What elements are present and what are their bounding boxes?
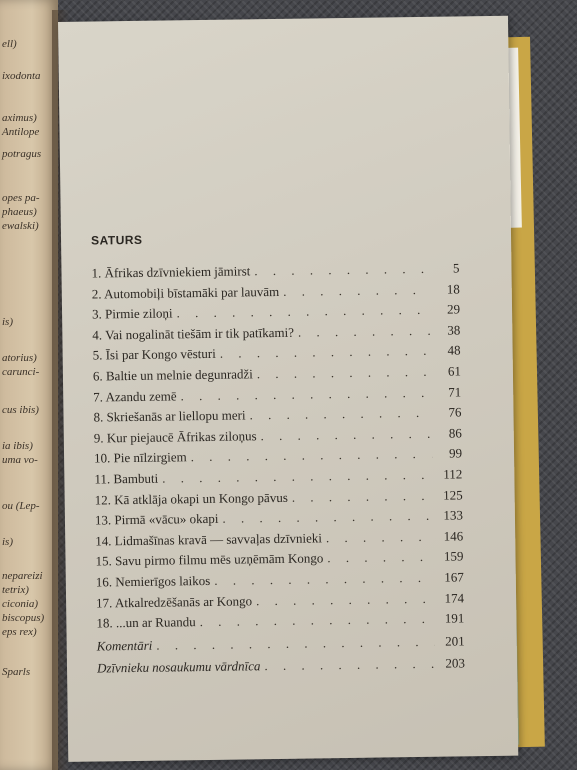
left-page-fragment: opes pa- [2, 192, 40, 204]
toc-leader-dots [260, 424, 431, 447]
toc-entry-page: 86 [448, 425, 462, 441]
toc-entry-title: 16. Nemierīgos laikos [95, 572, 211, 590]
toc-entry-title: Komentāri [96, 637, 153, 654]
toc-leader-dots [156, 631, 435, 655]
toc-entry-page: 201 [445, 633, 465, 649]
toc-entry-title: 6. Baltie un melnie degunradži [92, 366, 253, 384]
toc-entry-page: 174 [444, 589, 465, 606]
toc-leader-dots [254, 259, 429, 282]
toc-entry-page: 71 [448, 383, 462, 400]
toc-heading: SATURS [90, 232, 143, 248]
toc-leader-dots [327, 547, 433, 569]
left-page-fragment: is) [2, 316, 13, 328]
left-page-fragment: atorius) [2, 352, 37, 364]
toc-entry-title: 15. Savu pirmo filmu mēs uzņēmām Kongo [95, 550, 324, 569]
left-page-fragment: Sparls [2, 666, 31, 678]
left-page-fragment: ia ibis) [2, 440, 33, 452]
toc-entry-page: 76 [448, 404, 462, 420]
toc-leader-dots [222, 506, 433, 530]
toc-entry [96, 608, 464, 634]
toc-entry-page: 112 [443, 466, 463, 482]
toc-entry-title: 17. Atkalredzēšanās ar Kongo [96, 592, 253, 611]
table-of-contents [91, 228, 465, 679]
left-page-fragment: Antilope [2, 126, 40, 138]
toc-entry-title: 13. Pirmā «vācu» okapi [94, 510, 219, 528]
toc-entry-page: 5 [452, 260, 460, 276]
left-page-fragment: potragus [2, 148, 42, 160]
toc-entry-title: 14. Lidmašīnas kravā — savvaļas dzīvnieki [95, 530, 323, 549]
toc-entry-page: 125 [443, 486, 463, 503]
left-page-fragment: tetrix) [2, 584, 29, 596]
toc-entry-page: 18 [446, 281, 460, 297]
toc-leader-dots [298, 321, 431, 343]
toc-entry-title: 2. Automobiļi bīstamāki par lauvām [91, 283, 280, 302]
left-page-fragment: ou (Lep- [2, 500, 40, 512]
toc-entry-page: 159 [443, 548, 464, 564]
toc-entry-page: 38 [447, 322, 461, 338]
toc-entry-title: 8. Skriešanās ar liellopu meri [93, 407, 246, 425]
left-page-fragment: eps rex) [2, 626, 37, 638]
toc-entry-page: 61 [447, 363, 462, 379]
toc-leader-dots [249, 403, 431, 426]
left-page-fragment: nepareizi [2, 570, 43, 582]
toc-entry-page: 133 [443, 507, 464, 523]
toc-entry-title: 7. Azandu zemē [93, 387, 177, 405]
toc-entry [97, 654, 465, 680]
toc-entry-page: 167 [444, 569, 464, 585]
toc-entry-title: 10. Pie nīlzirgiem [93, 449, 187, 466]
toc-entry-title: 9. Kur piejaucē Āfrikas ziloņus [93, 428, 257, 446]
left-page-fragment: ciconia) [2, 598, 39, 610]
toc-entry-page: 191 [444, 610, 465, 626]
toc-entry-title: 18. ...un ar Ruandu [96, 614, 196, 631]
toc-entry-page: 203 [445, 655, 466, 671]
toc-leader-dots [256, 588, 434, 611]
toc-entry-title: Dzīvnieku nosaukumu vārdnīca [96, 658, 261, 676]
toc-leader-dots [292, 485, 433, 508]
left-page-fragment: ewalski) [2, 220, 39, 232]
toc-leader-dots [220, 341, 431, 365]
left-page-fragment: is) [2, 536, 13, 548]
toc-entry-title: 4. Vai nogalināt tiešām ir tik patīkami? [92, 324, 295, 343]
toc-entry [97, 631, 465, 657]
left-page-fragment: uma vo- [2, 454, 38, 466]
toc-entry-page: 146 [443, 528, 464, 544]
toc-leader-dots [200, 609, 435, 633]
toc-list [91, 258, 465, 679]
left-page-fragment: carunci- [2, 366, 40, 378]
left-page-fragment: ixodonta [2, 70, 41, 82]
left-page-fragment: cus ibis) [2, 404, 39, 416]
left-page-fragment: phaeus) [2, 206, 37, 218]
left-page-fragment: biscopus) [2, 612, 45, 624]
toc-entry-title: 5. Īsi par Kongo vēsturi [92, 346, 216, 363]
toc-entry-page: 99 [448, 445, 463, 461]
left-page [0, 0, 58, 770]
toc-entry-page: 48 [447, 342, 461, 358]
left-page-fragment: aximus) [2, 112, 37, 124]
toc-entry-title: 12. Kā atklāja okapi un Kongo pāvus [94, 489, 288, 508]
toc-entry-title: 11. Bambuti [94, 470, 159, 487]
toc-leader-dots [257, 362, 431, 385]
toc-leader-dots [283, 279, 430, 302]
toc-leader-dots [326, 527, 434, 549]
book-page [58, 16, 518, 762]
toc-entry-title: 1. Āfrikas dzīvniekiem jāmirst [91, 263, 251, 281]
left-page-fragment: ell) [2, 38, 17, 50]
toc-leader-dots [264, 654, 435, 677]
toc-entry-page: 29 [446, 301, 461, 317]
toc-entry-title: 3. Pirmie ziloņi [91, 305, 173, 322]
